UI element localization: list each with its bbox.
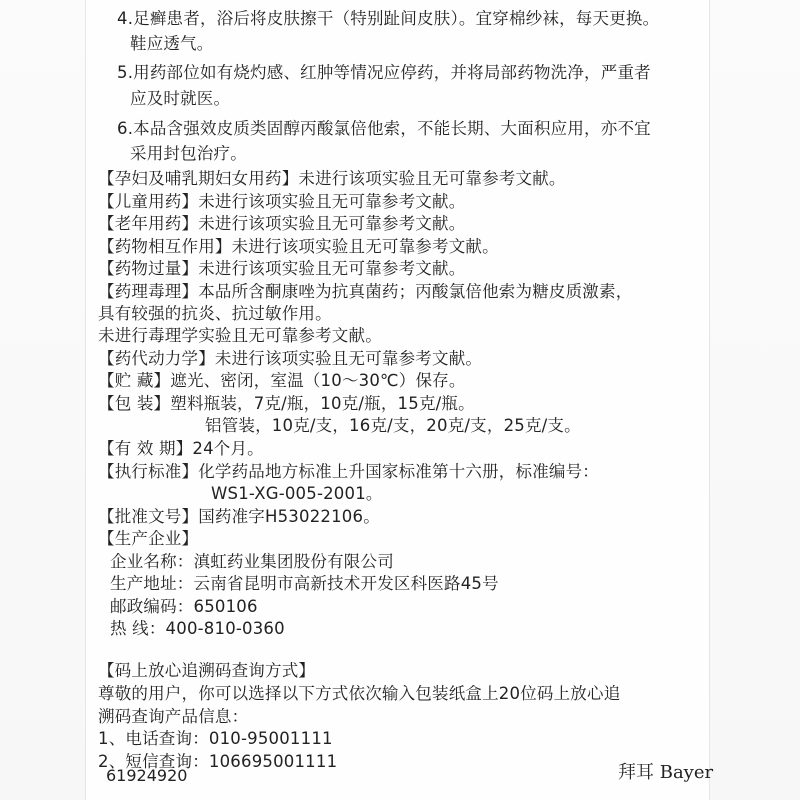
text-line-01: 4.足癣患者，浴后将皮肤擦干（特别趾间皮肤）。宜穿棉纱袜，每天更换。: [117, 9, 660, 28]
section-storage: 【贮 藏】遮光、密闭，室温（10～30℃）保存。: [98, 371, 466, 390]
manufacturer-name: 企业名称：滇虹药业集团股份有限公司: [110, 552, 394, 571]
section-approval: 【批准文号】国药准字H53022106。: [98, 507, 380, 526]
postal-code: 邮政编码：650106: [110, 597, 258, 616]
manufacturer-address: 生产地址：云南省昆明市高新技术开发区科医路45号: [110, 574, 499, 593]
section-overdose: 【药物过量】未进行该项实验且无可靠参考文献。: [98, 259, 466, 278]
section-manufacturer: 【生产企业】: [98, 529, 199, 548]
text-line-05: 6.本品含强效皮质类固醇丙酸氯倍他索，不能长期、大面积应用，亦不宜: [117, 119, 651, 138]
section-interactions: 【药物相互作用】未进行该项实验且无可靠参考文献。: [98, 237, 499, 256]
text-line-pharmacology-2: 具有较强的抗炎、抗过敏作用。: [98, 304, 332, 323]
section-pregnancy: 【孕妇及哺乳期妇女用药】未进行该项实验且无可靠参考文献。: [98, 169, 566, 188]
text-line-trace-1: 尊敬的用户，你可以选择以下方式依次输入包装纸盒上20位码上放心追: [98, 684, 621, 703]
text-line-trace-sms: 2、短信查询：106695001111: [98, 752, 338, 771]
section-pharmacology: 【药理毒理】本品所含酮康唑为抗真菌药；丙酸氯倍他索为糖皮质激素，: [98, 282, 633, 301]
text-line-02: 鞋应透气。: [130, 34, 214, 53]
section-elderly: 【老年用药】未进行该项实验且无可靠参考文献。: [98, 214, 466, 233]
text-line-pharmacology-3: 未进行毒理学实验且无可靠参考文献。: [98, 326, 382, 345]
text-line-standard-2: WS1-XG-005-2001。: [211, 484, 383, 503]
hotline: 热 线：400-810-0360: [110, 619, 285, 638]
text-line-trace-2: 溯码查询产品信息：: [98, 707, 249, 726]
text-line-packaging-2: 铝管装，10克/支，16克/支，20克/支，25克/支。: [205, 416, 581, 435]
section-shelf-life: 【有 效 期】24个月。: [98, 439, 264, 458]
bottom-code: 61924920: [106, 766, 188, 785]
section-packaging: 【包 装】塑料瓶装，7克/瓶，10克/瓶，15克/瓶。: [98, 394, 475, 413]
text-line-trace-phone: 1、电话查询：010-95001111: [98, 729, 333, 748]
brand-mark: 拜耳 Bayer: [618, 762, 714, 783]
text-line-04: 应及时就医。: [130, 89, 231, 108]
section-pharmacokinetics: 【药代动力学】未进行该项实验且无可靠参考文献。: [98, 349, 483, 368]
section-standard: 【执行标准】化学药品地方标准上升国家标准第十六册，标准编号：: [98, 462, 599, 481]
text-line-03: 5.用药部位如有烧灼感、红肿等情况应停药，并将局部药物洗净，严重者: [117, 63, 651, 82]
text-line-06: 采用封包治疗。: [130, 144, 247, 163]
section-traceability: 【码上放心追溯码查询方式】: [98, 661, 316, 680]
section-children: 【儿童用药】未进行该项实验且无可靠参考文献。: [98, 192, 466, 211]
